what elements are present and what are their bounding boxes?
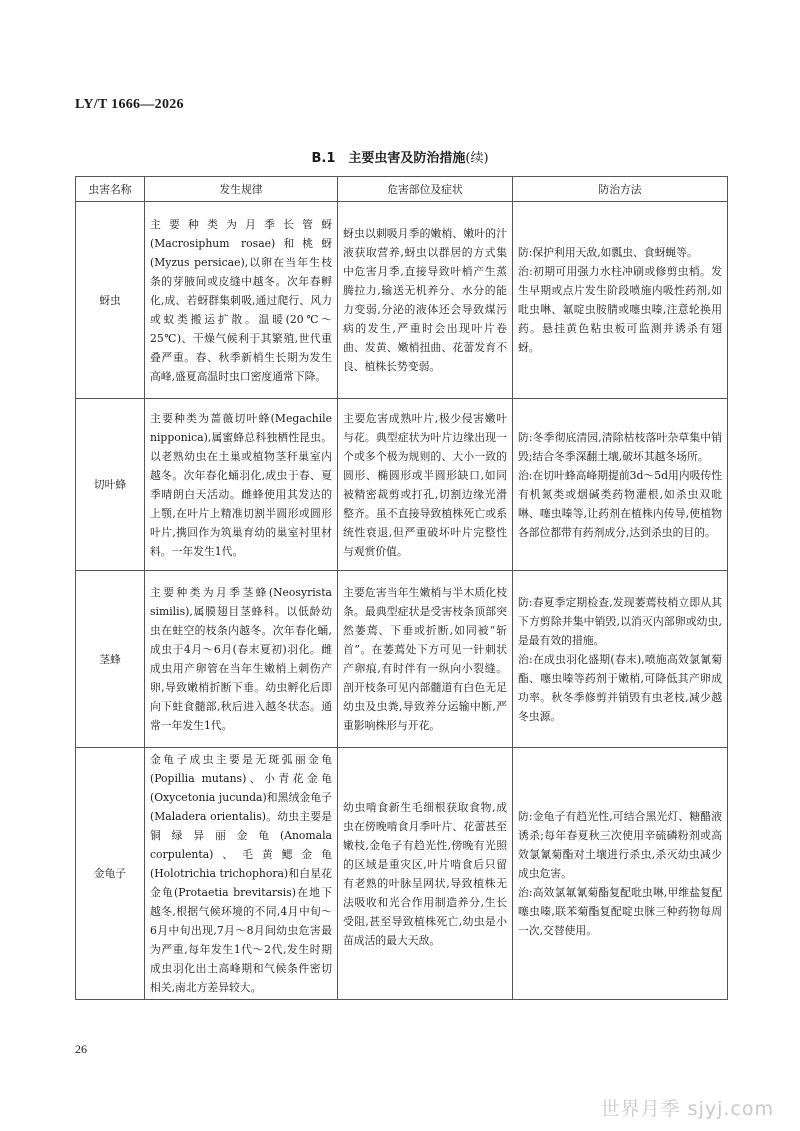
treatment-text: 治:初期可用强力水柱冲刷或修剪虫梢。发生早期或点片发生阶段喷施内吸性药剂,如吡虫啉、氟啶虫胺腈或噻虫嗪,注意轮换用药。悬挂黄色粘虫板可监测并诱杀有翅蚜。 xyxy=(518,265,722,354)
occurrence-pattern: 金龟子成虫主要是无斑弧丽金龟(Popillia mutans)、小青花金龟(Oxycetonia jucunda)和黑绒金龟子(Maladera orientalis)。幼虫主要是铜绿异丽金龟(Anomala corpulenta)、毛黄鳃金龟(Holotrichia trichophora)和白星花金龟(Protaetia brevitarsis)在地下越冬,根据气候环境的不同,4月中旬～6月中旬出现,7月～8月间幼虫危害最为严重,每年发生1代～2代,发生时期成虫羽化出土高峰期和气候条件密切相关,南北方差异较大。 xyxy=(145,748,338,1000)
table-title-continued: (续) xyxy=(465,151,489,166)
table-row xyxy=(76,399,728,571)
damage-symptoms: 主要危害成熟叶片,极少侵害嫩叶与花。典型症状为叶片边缘出现一个或多个极为规则的、大小一致的圆形、椭圆形或半圆形缺口,如同被精密裁剪或打孔,切割边缘光滑整齐。虽不直接导致植株死亡或系统性衰退,但严重破坏叶片完整性与观赏价值。 xyxy=(338,399,513,571)
col-header-pattern: 发生规律 xyxy=(145,177,338,202)
occurrence-pattern: 主要种类为月季长管蚜(Macrosiphum rosae)和桃蚜(Myzus persicae),以卵在当年生枝条的芽腋间或皮缝中越冬。次年春孵化,成、若蚜群集刺吸,通过爬行、风力或蚁类搬运扩散。温暖(20℃～25℃)、干燥气候利于其繁殖,世代重叠严重。春、秋季新梢生长期为发生高峰,盛夏高温时虫口密度通常下降。 xyxy=(145,202,338,399)
site-watermark: 世界月季 sjyj.com xyxy=(600,1098,774,1120)
treatment-text: 治:高效氯氟氰菊酯复配吡虫啉,甲维盐复配噻虫嗪,联苯菊酯复配啶虫脒三种药物每周一次,交替使用。 xyxy=(518,886,722,937)
damage-symptoms: 幼虫啃食新生毛细根获取食物,成虫在傍晚啃食月季叶片、花蕾甚至嫩枝,金龟子有趋光性,傍晚有光照的区域是重灾区,叶片啃食后只留有老熟的叶脉呈网状,导致植株无法吸收和光合作用制造养分,生长受阻,甚至导致植株死亡,幼虫是小苗成活的最大天敌。 xyxy=(338,748,513,1000)
occurrence-pattern: 主要种类为月季茎蜂(Neosyrista similis),属膜翅目茎蜂科。以低龄幼虫在蛀空的枝条内越冬。次年春化蛹,成虫于4月～6月(春末夏初)羽化。雌成虫用产卵管在当年生嫩梢上刺伤产卵,导致嫩梢折断下垂。幼虫孵化后即向下蛀食髓部,秋后进入越冬状态。通常一年发生1代。 xyxy=(145,571,338,748)
prevention-text: 防:春夏季定期检查,发现萎蔫枝梢立即从其下方剪除并集中销毁,以消灭内部卵或幼虫,是最有效的措施。 xyxy=(518,595,722,647)
standard-code: LY/T 1666—2026 xyxy=(75,97,184,112)
table-header-row xyxy=(76,177,728,202)
col-header-damage: 危害部位及症状 xyxy=(338,177,513,202)
occurrence-pattern: 主要种类为蔷薇切叶蜂(Megachile nipponica),属蜜蜂总科独栖性昆虫。以老熟幼虫在土巢或植物茎秆巢室内越冬。次年春化蛹羽化,成虫于春、夏季晴朗白天活动。雌蜂使用其发达的上颚,在叶片上精准切割半圆形或圆形叶片,携回作为筑巢育幼的巢室衬里材料。一年发生1代。 xyxy=(145,399,338,571)
control-methods xyxy=(513,748,728,1000)
table-title xyxy=(0,147,800,166)
prevention-text: 防:金龟子有趋光性,可结合黑光灯、糖醋液诱杀;每年春夏秋三次使用辛硫磷粉剂或高效氯氰菊酯对土壤进行杀虫,杀灭幼虫减少成虫危害。 xyxy=(518,810,722,880)
pest-name: 茎蜂 xyxy=(76,571,145,748)
control-methods xyxy=(513,571,728,748)
col-header-pest-name: 虫害名称 xyxy=(76,177,145,202)
pest-name: 蚜虫 xyxy=(76,202,145,399)
col-header-control: 防治方法 xyxy=(513,177,728,202)
page-number: 26 xyxy=(75,1042,87,1056)
damage-symptoms: 主要危害当年生嫩梢与半木质化枝条。最典型症状是受害枝条顶部突然萎蔫、下垂或折断,如同被“斩首”。在萎蔫处下方可见一针刺状产卵痕,有时伴有一纵向小裂缝。剖开枝条可见内部髓道有白色无足幼虫及虫粪,导致养分运输中断,严重影响株形与开花。 xyxy=(338,571,513,748)
treatment-text: 治:在切叶蜂高峰期提前3d～5d用内吸传性有机氮类或烟碱类药物灌根,如杀虫双吡啉、噻虫嗪等,让药剂在植株内传导,使植物各部位都带有药剂成分,达到杀虫的目的。 xyxy=(518,468,722,539)
pest-control-table xyxy=(75,176,728,1000)
prevention-text: 防:保护利用天敌,如瓢虫、食蚜蝇等。 xyxy=(518,246,698,259)
pest-name: 切叶蜂 xyxy=(76,399,145,571)
table-row xyxy=(76,748,728,1000)
prevention-text: 防:冬季彻底清园,清除枯枝落叶杂草集中销毁;结合冬季深翻土壤,破坏其越冬场所。 xyxy=(518,430,722,463)
control-methods xyxy=(513,399,728,571)
table-row xyxy=(76,571,728,748)
table-title-main: B.1 主要虫害及防治措施 xyxy=(311,151,466,166)
pest-name: 金龟子 xyxy=(76,748,145,1000)
damage-symptoms: 蚜虫以刺吸月季的嫩梢、嫩叶的汁液获取营养,蚜虫以群居的方式集中危害月季,直接导致叶梢产生蒸腾拉力,输送无机养分、水分的能力变弱,分泌的液体还会导致煤污病的发生,严重时会出现叶片卷曲、发黄、嫩梢扭曲、花蕾发育不良、植株长势变弱。 xyxy=(338,202,513,399)
table-row xyxy=(76,202,728,399)
control-methods xyxy=(513,202,728,399)
treatment-text: 治:在成虫羽化盛期(春末),喷施高效氯氰菊酯、噻虫嗪等药剂于嫩梢,可降低其产卵成功率。秋冬季修剪并销毁有虫老枝,减少越冬虫源。 xyxy=(518,652,722,723)
